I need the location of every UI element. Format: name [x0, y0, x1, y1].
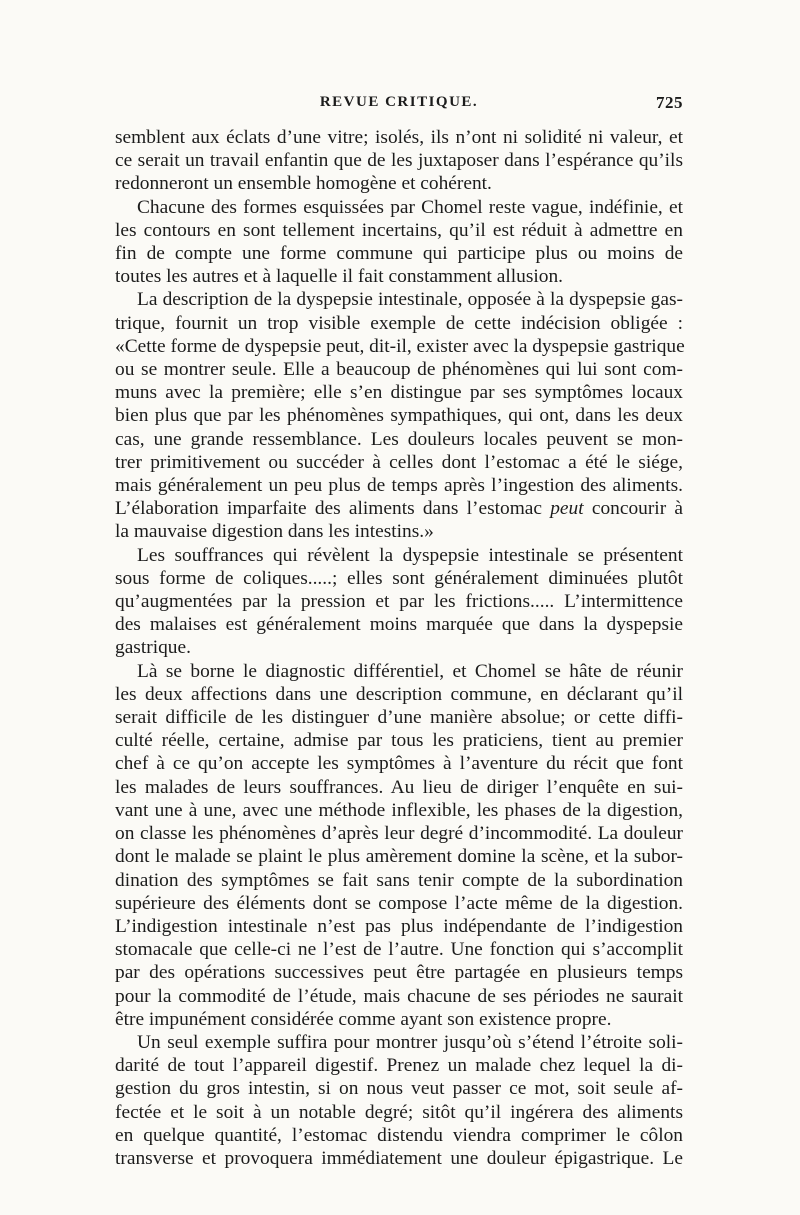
text-line: des malaises est généralement moins marquée que dans la dyspepsie — [115, 614, 683, 636]
text-line: redonneront un ensemble homogène et cohérent. — [115, 173, 492, 195]
text-line: qu’augmentées par la pression et par les frictions..... L’intermittence — [115, 591, 683, 613]
text-line: par des opérations successives peut être partagée en plusieurs temps — [115, 962, 683, 984]
body-text — [115, 126, 683, 1170]
paragraph — [115, 660, 683, 1031]
text-line: darité de tout l’appareil digestif. Prenez un malade chez lequel la di- — [115, 1055, 683, 1077]
text-line: sous forme de coliques.....; elles sont généralement diminuées plutôt — [115, 567, 683, 589]
text-line: gestion du gros intestin, si on nous veut passer ce mot, soit seule af- — [115, 1078, 683, 1100]
text-line: les contours en sont tellement incertains, qu’il est réduit à admettre en — [115, 219, 683, 241]
text-line — [115, 497, 683, 520]
emphasized-word: peut — [550, 498, 584, 520]
text-line: serait difficile de les distinguer d’une manière absolue; or cette diffi- — [115, 707, 683, 729]
text-line: dination des symptômes se fait sans tenir compte de la subordination — [115, 869, 683, 891]
text-line: Là se borne le diagnostic différentiel, et Chomel se hâte de réunir — [137, 660, 683, 682]
page-number: 725 — [656, 93, 683, 112]
paragraph — [115, 288, 683, 543]
text-line: vant une à une, avec une méthode inflexible, les phases de la digestion, — [115, 799, 683, 821]
text-line: «Cette forme de dyspepsie peut, dit-il, exister avec la dyspepsie gastrique — [115, 335, 685, 357]
text-line: Chacune des formes esquissées par Chomel reste vague, indéfinie, et — [137, 196, 683, 218]
running-head — [115, 94, 683, 118]
text-line: fectée et le soit à un notable degré; sitôt qu’il ingérera des aliments — [115, 1101, 683, 1123]
text-line: culté réelle, certaine, admise par tous les praticiens, tient au premier — [115, 730, 683, 752]
paragraph — [115, 544, 683, 660]
paragraph — [115, 1031, 683, 1170]
text-line: la mauvaise digestion dans les intestins.» — [115, 521, 434, 543]
paragraph — [115, 126, 683, 196]
text-line: stomacale que celle-ci ne l’est de l’autre. Une fonction qui s’accomplit — [115, 939, 683, 961]
text-line: dont le malade se plaint le plus amèrement domine la scène, et la subor- — [115, 846, 683, 868]
text-line: bien plus que par les phénomènes sympathiques, qui ont, dans les deux — [115, 405, 683, 427]
text-line: on classe les phénomènes d’après leur degré d’incommodité. La douleur — [115, 823, 683, 845]
text-line: être impunément considérée comme ayant son existence propre. — [115, 1008, 612, 1030]
text-line: les deux affections dans une description commune, en déclarant qu’il — [115, 683, 683, 705]
text-line: transverse et provoquera immédiatement une douleur épigastrique. Le — [115, 1147, 683, 1169]
text-line: chef à ce qu’on accepte les symptômes à l’aventure du récit que font — [115, 753, 683, 775]
text-line: en quelque quantité, l’estomac distendu viendra comprimer le côlon — [115, 1124, 683, 1146]
paragraph — [115, 196, 683, 289]
text-line: cas, une grande ressemblance. Les douleurs locales peuvent se mon- — [115, 428, 683, 450]
text-line: fin de compte une forme commune qui participe plus ou moins de — [115, 243, 683, 265]
text-line: toutes les autres et à laquelle il fait constamment allusion. — [115, 266, 564, 288]
running-title: REVUE CRITIQUE. — [319, 94, 479, 110]
text-line: ce serait un travail enfantin que de les juxtaposer dans l’espérance qu’ils — [115, 150, 683, 172]
text-line: ou se montrer seule. Elle a beaucoup de phénomènes qui lui sont com- — [115, 359, 683, 381]
text-line: gastrique. — [115, 637, 191, 659]
text-line: muns avec la première; elle s’en distingue par ses symptômes locaux — [115, 382, 683, 404]
text-line: La description de la dyspepsie intestinale, opposée à la dyspepsie gas- — [137, 289, 683, 311]
text-line: Les souffrances qui révèlent la dyspepsie intestinale se présentent — [137, 544, 683, 566]
text-line: L’indigestion intestinale n’est pas plus indépendante de l’indigestion — [115, 915, 683, 937]
text-segment: concourir à — [591, 498, 683, 520]
text-line: pour la commodité de l’étude, mais chacune de ses périodes ne saurait — [115, 985, 683, 1007]
text-line: mais généralement un peu plus de temps après l’ingestion des aliments. — [115, 475, 683, 497]
text-line: semblent aux éclats d’une vitre; isolés, ils n’ont ni solidité ni valeur, et — [115, 127, 683, 148]
text-line: trique, fournit un trop visible exemple de cette indécision obligée : — [115, 312, 683, 334]
text-line: les malades de leurs souffrances. Au lieu de diriger l’enquête en sui- — [115, 776, 683, 798]
text-line: supérieure des éléments dont se compose l’acte même de la digestion. — [115, 892, 683, 914]
text-segment: L’élaboration imparfaite des aliments dans l’estomac — [115, 498, 542, 520]
text-line: Un seul exemple suffira pour montrer jusqu’où s’étend l’étroite soli- — [137, 1031, 683, 1053]
text-line: trer primitivement ou succéder à celles dont l’estomac a été le siége, — [115, 451, 683, 473]
